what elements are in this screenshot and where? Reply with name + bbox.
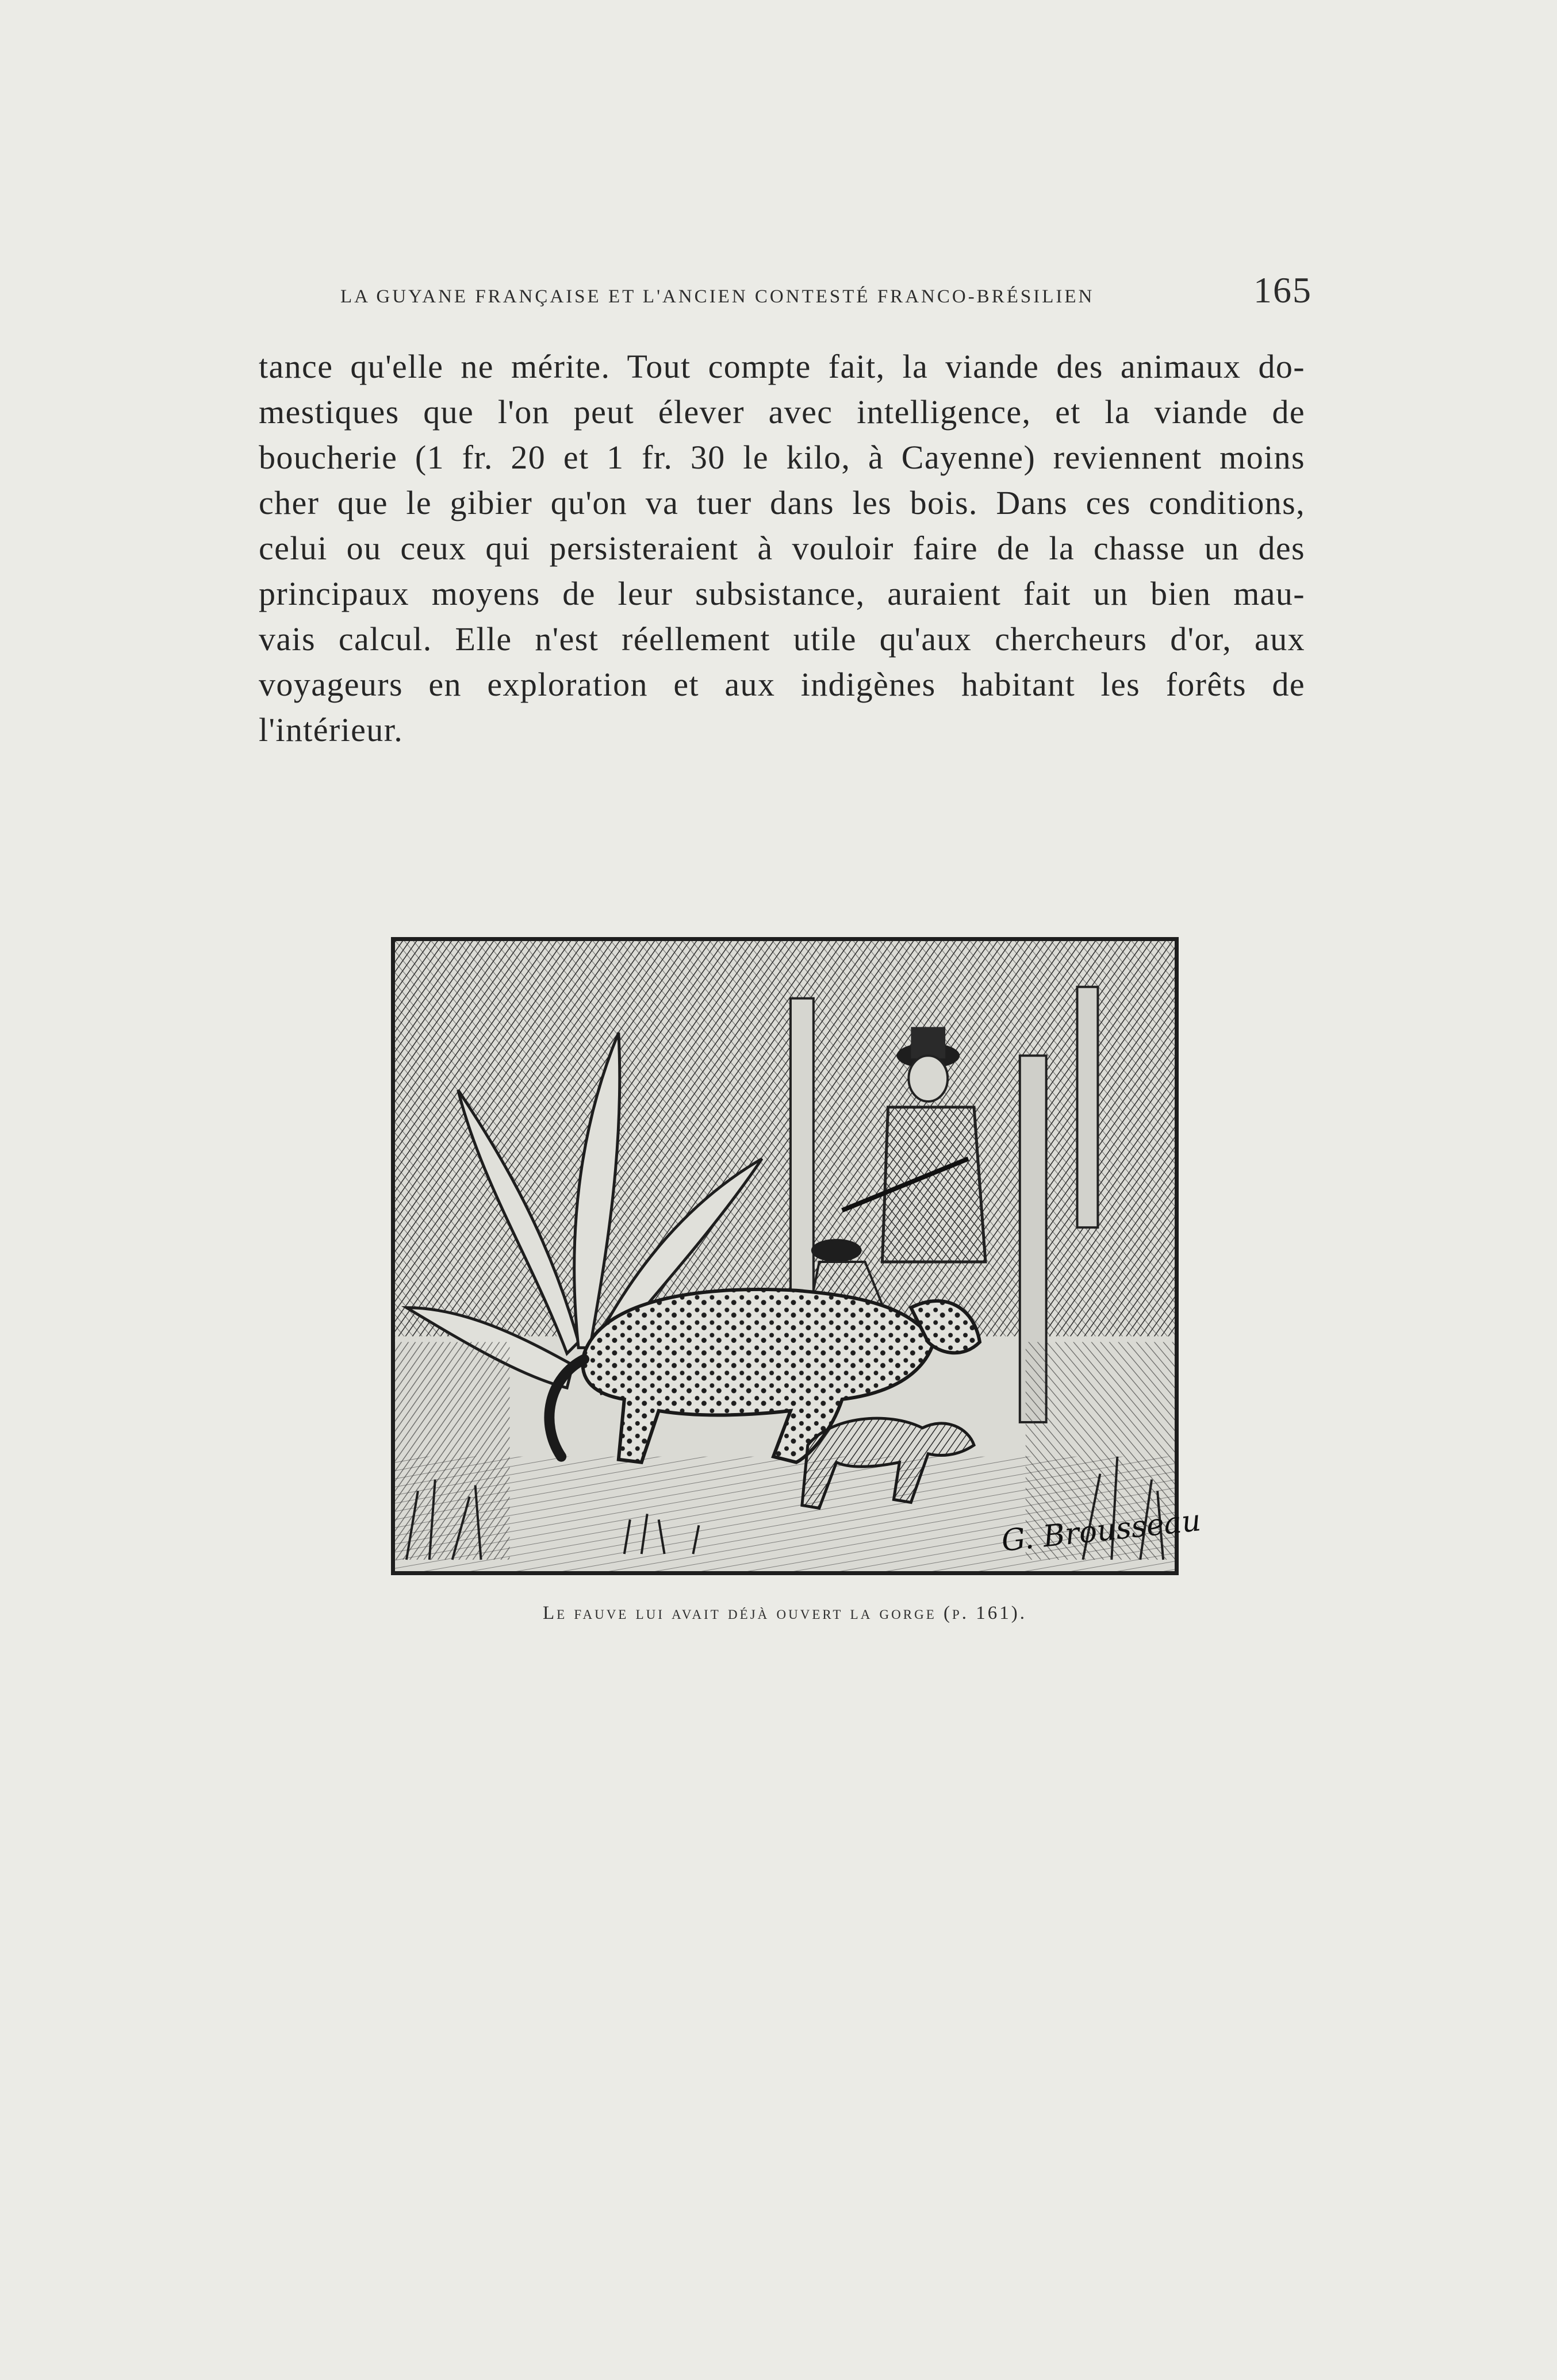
tree-trunk (1077, 987, 1098, 1227)
tree-trunk (791, 999, 814, 1296)
page-header (340, 269, 1312, 312)
page-number: 165 (1253, 270, 1312, 310)
body-line: tance qu'elle ne mérite. Tout compte fait, la viande des animaux do- (259, 348, 1305, 385)
body-line: mestiques que l'on peut élever avec intelligence, et la viande de (259, 393, 1305, 431)
figure-caption: Le fauve lui avait déjà ouvert la gorge (p. 161). (542, 1603, 1027, 1623)
body-line: voyageurs en exploration et aux indigènes habitant les forêts de (259, 666, 1305, 703)
running-head: LA GUYANE FRANÇAISE ET L'ANCIEN CONTESTÉ FRANCO-BRÉSILIEN (340, 286, 1095, 307)
body-line: boucherie (1 fr. 20 et 1 fr. 30 le kilo, à Cayenne) reviennent moins (259, 439, 1305, 476)
artist-signature: G. Brousseau (999, 1503, 1203, 1559)
engraving-illustration (395, 941, 1203, 1571)
body-line: principaux moyens de leur subsistance, auraient fait un bien mau- (259, 575, 1305, 612)
body-line: vais calcul. Elle n'est réellement utile qu'aux chercheurs d'or, aux (259, 620, 1305, 658)
jungle-engraving (391, 937, 1203, 1575)
body-text (259, 344, 1305, 753)
body-line: celui ou ceux qui persisteraient à vouloir faire de la chasse un des (259, 529, 1305, 567)
body-line: cher que le gibier qu'on va tuer dans les bois. Dans ces conditions, (259, 484, 1305, 521)
body-line: l'intérieur. (259, 711, 404, 748)
